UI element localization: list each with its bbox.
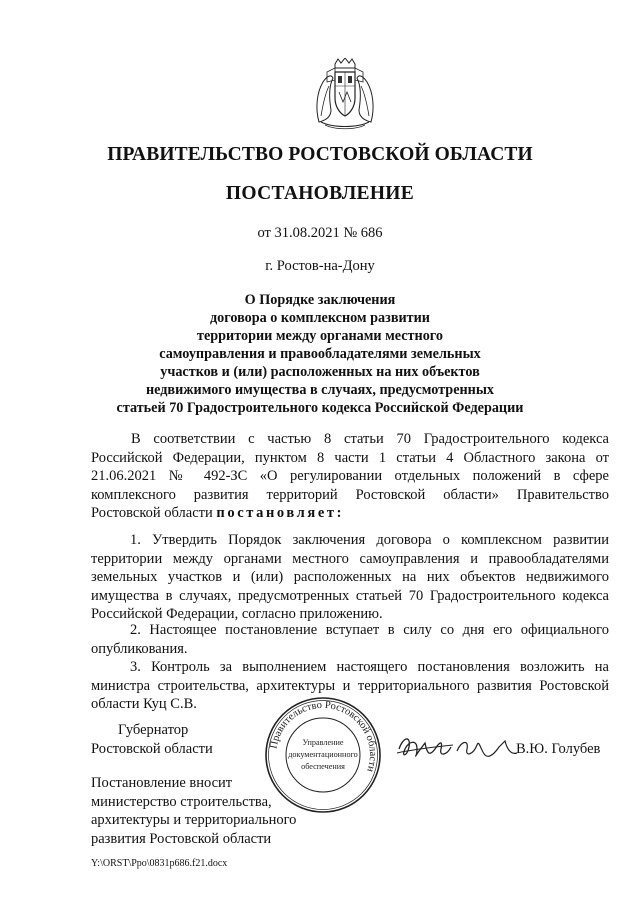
document-title xyxy=(0,291,640,417)
title-line: самоуправления и правообладателями земельных xyxy=(159,346,481,362)
signatory-position-line2: Ростовской области xyxy=(91,741,213,757)
preamble-paragraph xyxy=(91,430,609,523)
preamble-action: постановляет: xyxy=(216,505,345,522)
title-line: статьей 70 Градостроительного кодекса Российской Федерации xyxy=(116,400,524,416)
date-number: от 31.08.2021 № 686 xyxy=(257,225,383,241)
note-line: Постановление вносит xyxy=(91,775,233,791)
preamble-text: В соответствии с частью 8 статьи 70 Градостроительного кодекса Российской Федерации, пунктом 8 части 1 статьи 4 Областного закона от 21.06.2021 № 492-ЗС «О регулировании отдельных положений в сфере комплексного развития территорий Ростовской области» Правительство Ростовской области xyxy=(91,431,609,522)
note-line: министерство строительства, xyxy=(91,793,272,810)
title-line: недвижимого имущества в случаях, предусмотренных xyxy=(145,382,495,398)
item-2: 2. Настоящее постановление вступает в силу со дня его официального опубликования. xyxy=(91,622,609,657)
title-line: О Порядке заключения xyxy=(244,292,396,308)
title-line: территории между органами местного xyxy=(197,328,443,344)
signatory-position-line1: Губернатор xyxy=(118,722,189,738)
signatory-name: В.Ю. Голубев xyxy=(516,741,601,757)
organization-name: ПРАВИТЕЛЬСТВО РОСТОВСКОЙ ОБЛАСТИ xyxy=(107,144,533,165)
note-line: архитектуры и территориального xyxy=(91,812,297,828)
document-type: ПОСТАНОВЛЕНИЕ xyxy=(225,183,415,204)
title-line: договора о комплексном развитии xyxy=(209,310,430,326)
item-1: 1. Утвердить Порядок заключения договора о комплексном развитии территории между органами местного самоуправления и правообладателями земельных участков и (или) расположенных на них объектов недвижимого имущества в случаях, предусмотренных статьей 70 Градостроительного кодекса Российской Федерации, согласно приложению. xyxy=(91,532,609,623)
place: г. Ростов-на-Дону xyxy=(265,258,375,274)
coat-of-arms-emblem xyxy=(313,58,377,130)
file-path: Y:\ORST\Ppo\0831p686.f21.docx xyxy=(91,858,228,869)
handwritten-signature xyxy=(395,727,520,767)
submitter-note xyxy=(91,774,296,848)
stamp-inner-line: обеспечения xyxy=(301,762,345,771)
stamp-inner-line: документационного xyxy=(288,750,358,759)
title-line: участков и (или) расположенных на них объектов xyxy=(160,364,480,380)
stamp-ring-text: Правительство Ростовской области xyxy=(268,699,379,774)
note-line: развития Ростовской области xyxy=(91,830,272,847)
item-3: 3. Контроль за выполнением настоящего постановления возложить на министра строительства, архитектуры и территориального развития Ростовской области Куц С.В. xyxy=(91,659,609,713)
stamp-inner-line: Управление xyxy=(302,738,344,747)
